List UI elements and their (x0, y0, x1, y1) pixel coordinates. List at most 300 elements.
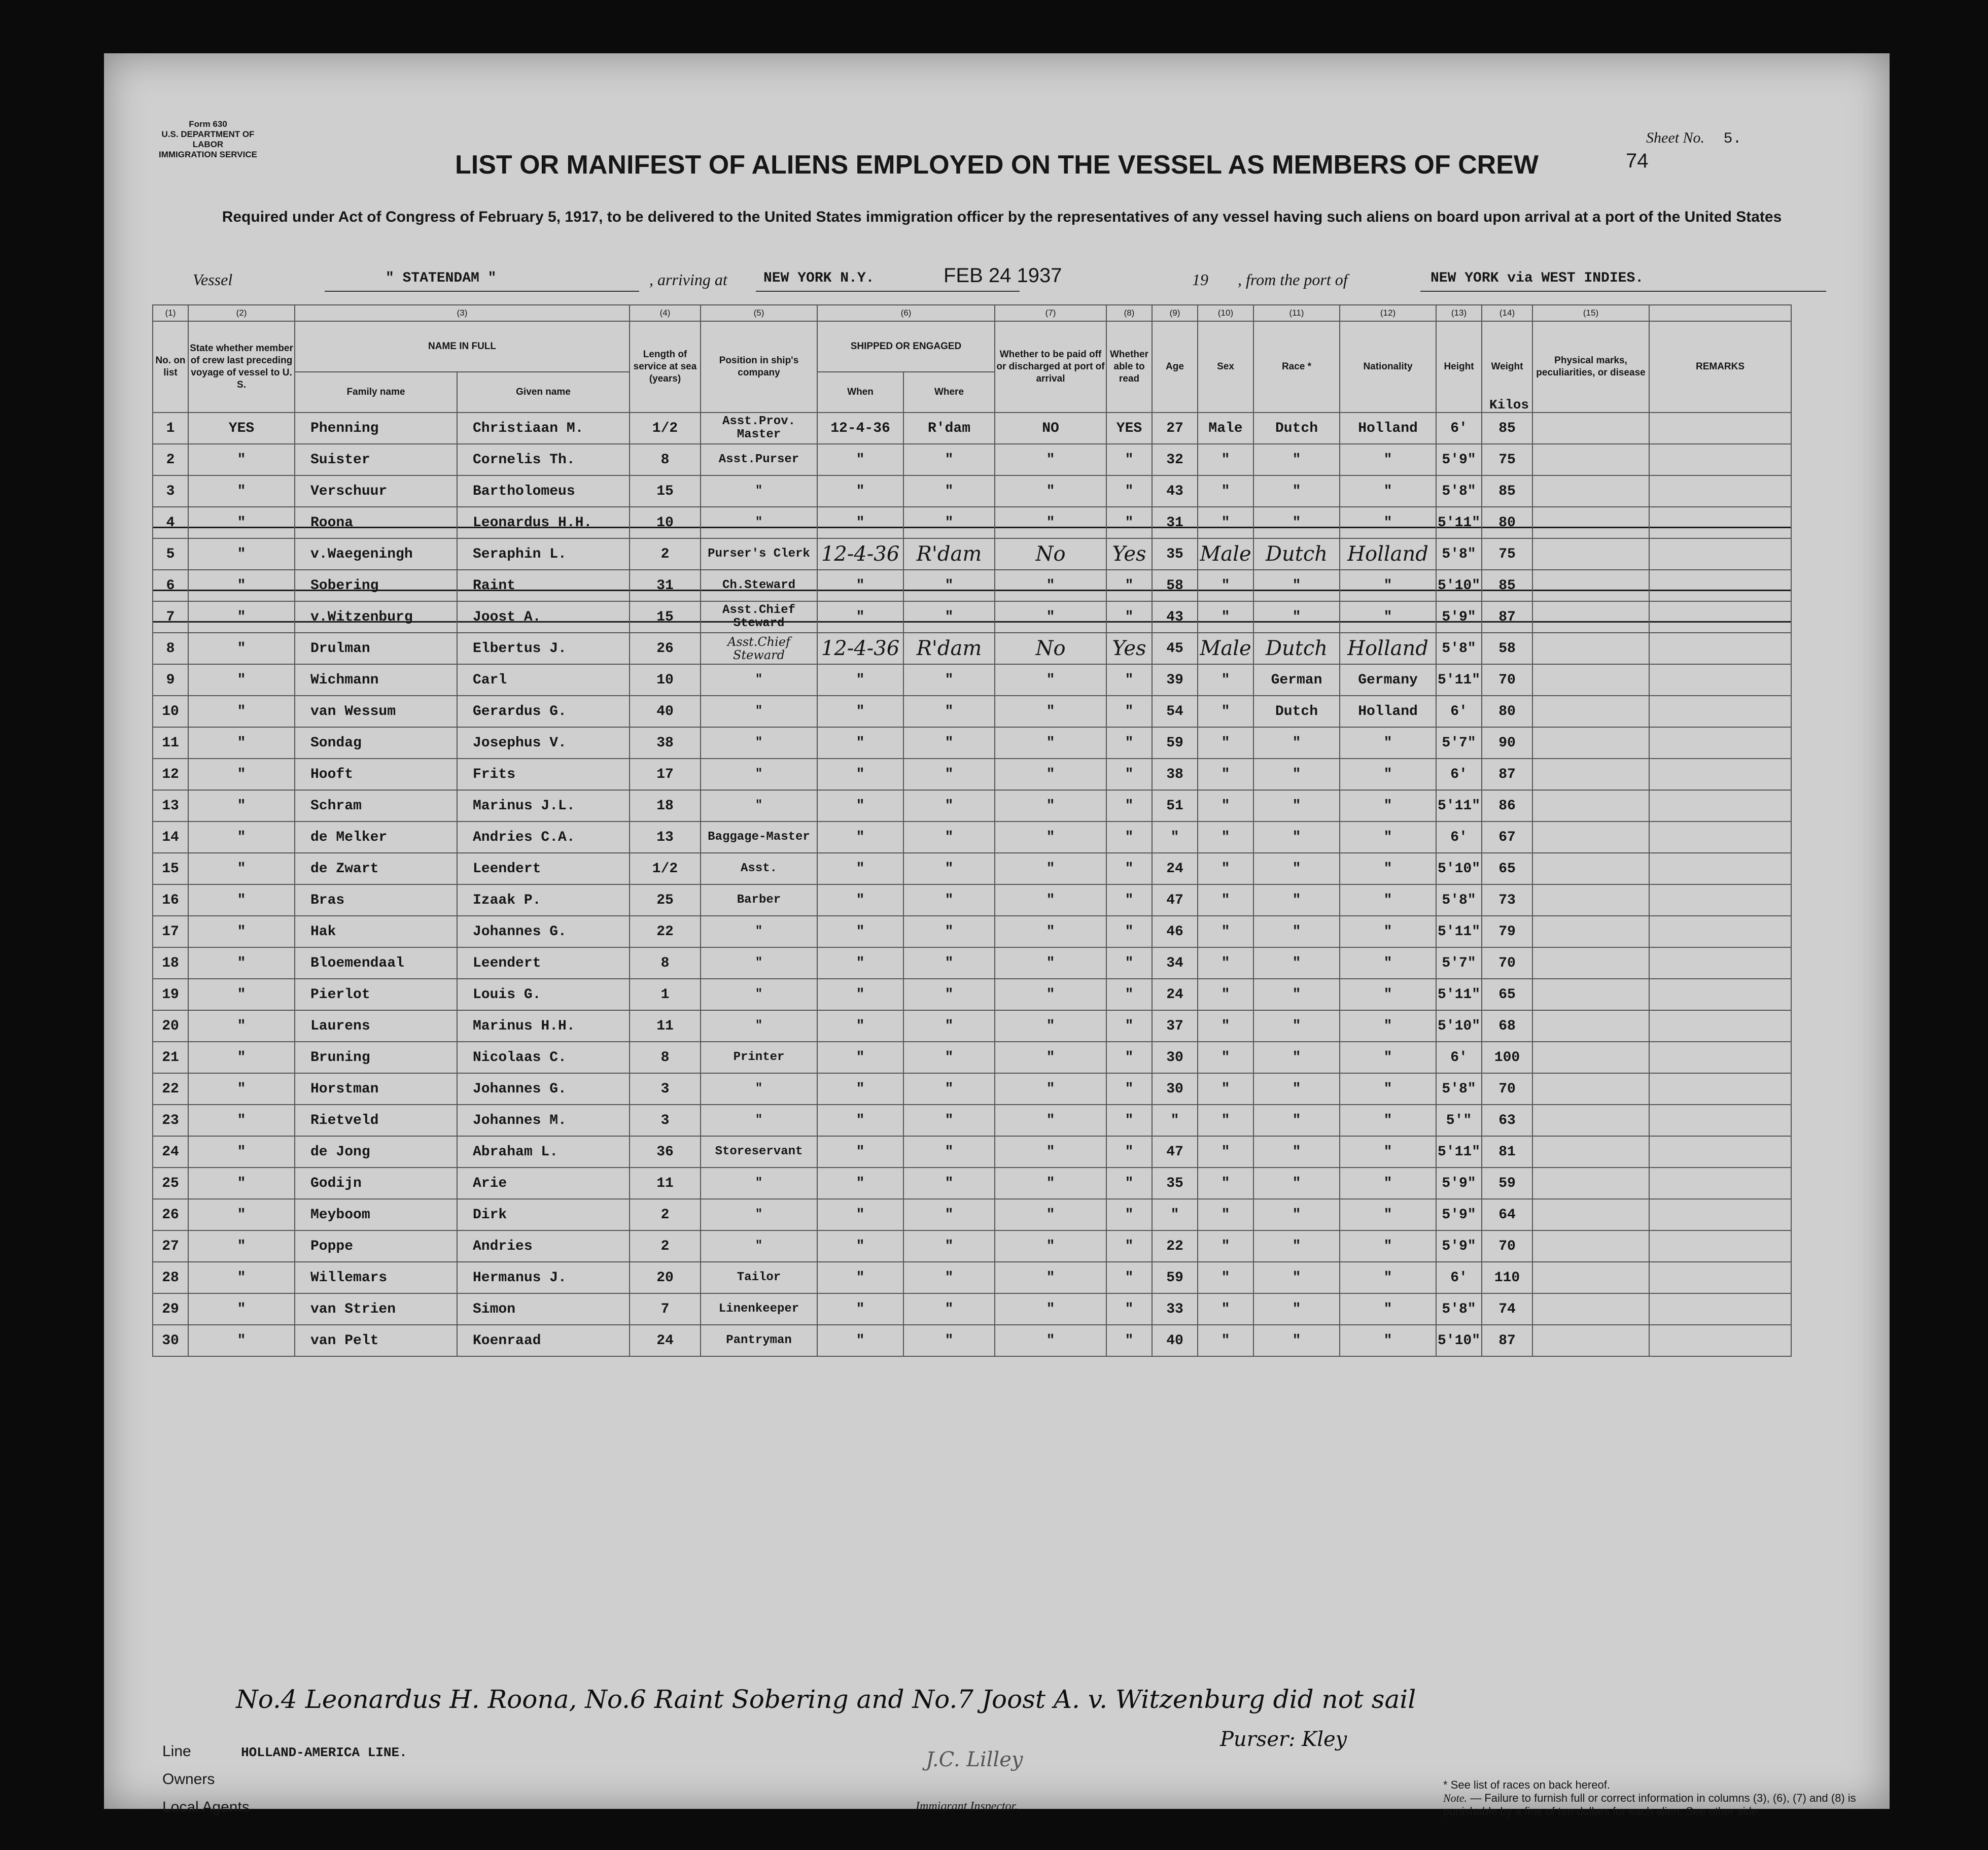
cell-prev: " (188, 1136, 295, 1168)
table-row (153, 413, 1791, 444)
cell-no: 16 (153, 884, 188, 916)
cell-sex: " (1198, 979, 1253, 1010)
cell-sex: Male (1198, 538, 1253, 570)
cell-family: de Melker (295, 821, 457, 853)
cell-no: 13 (153, 790, 188, 821)
cell-when: " (817, 696, 903, 727)
colnum: (10) (1198, 305, 1253, 321)
footer-line (162, 1743, 407, 1760)
cell-position: " (701, 1010, 817, 1042)
cell-sex: " (1198, 947, 1253, 979)
cell-nat: " (1340, 1325, 1436, 1356)
cell-position: Asst.Chief Steward (701, 633, 817, 664)
footer-agents: Local Agents (162, 1799, 250, 1815)
cell-prev: " (188, 759, 295, 790)
cell-sex: " (1198, 444, 1253, 475)
cell-when: " (817, 570, 903, 601)
cell-family: van Pelt (295, 1325, 457, 1356)
cell-age: 31 (1152, 507, 1198, 538)
cell-family: Wichmann (295, 664, 457, 696)
table-row (153, 759, 1791, 790)
cell-no: 7 (153, 601, 188, 633)
cell-age: 45 (1152, 633, 1198, 664)
cell-when: 12-4-36 (817, 633, 903, 664)
cell-family: Drulman (295, 633, 457, 664)
note-text: — Failure to furnish full or correct information in columns (3), (6), (7) and (8) is punishable by a fine of ten dollars for each alien. See other side. (1443, 1792, 1856, 1818)
table-row (153, 979, 1791, 1010)
cell-read: " (1106, 601, 1152, 633)
table-row (153, 570, 1791, 601)
cell-age: 47 (1152, 1136, 1198, 1168)
cell-physical (1532, 413, 1649, 444)
table-row (153, 1042, 1791, 1073)
cell-no: 1 (153, 413, 188, 444)
cell-where: " (903, 1230, 995, 1262)
cell-where: " (903, 916, 995, 947)
cell-family: v.Witzenburg (295, 601, 457, 633)
cell-where: " (903, 884, 995, 916)
cell-height: 5'10" (1436, 1010, 1482, 1042)
table-row (153, 1325, 1791, 1356)
cell-family: Bras (295, 884, 457, 916)
header-no: No. on list (153, 321, 188, 413)
cell-remarks (1649, 1230, 1791, 1262)
cell-race: " (1253, 1136, 1340, 1168)
cell-paid: " (995, 884, 1106, 916)
cell-no: 26 (153, 1199, 188, 1230)
cell-position: " (701, 1230, 817, 1262)
cell-position: " (701, 696, 817, 727)
cell-age: 46 (1152, 916, 1198, 947)
cell-race: " (1253, 1199, 1340, 1230)
table-row (153, 538, 1791, 570)
colnum: (14) (1482, 305, 1532, 321)
cell-where: " (903, 821, 995, 853)
cell-nat: Holland (1340, 538, 1436, 570)
cell-physical (1532, 601, 1649, 633)
cell-read: " (1106, 947, 1152, 979)
cell-where: " (903, 1105, 995, 1136)
header-remarks: REMARKS (1649, 321, 1791, 413)
cell-weight: 59 (1482, 1168, 1532, 1199)
cell-when: " (817, 727, 903, 759)
cell-weight: 70 (1482, 1073, 1532, 1105)
header-sex: Sex (1198, 321, 1253, 413)
cell-prev: " (188, 696, 295, 727)
cell-race: " (1253, 1073, 1340, 1105)
cell-position: Printer (701, 1042, 817, 1073)
cell-race: Dutch (1253, 413, 1340, 444)
cell-service: 15 (630, 601, 701, 633)
cell-given: Christiaan M. (457, 413, 630, 444)
cell-prev: " (188, 444, 295, 475)
cell-physical (1532, 1262, 1649, 1293)
cell-nat: " (1340, 727, 1436, 759)
cell-race: " (1253, 1168, 1340, 1199)
cell-age: " (1152, 1105, 1198, 1136)
cell-service: 18 (630, 790, 701, 821)
table-row (153, 884, 1791, 916)
cell-read: " (1106, 1293, 1152, 1325)
cell-read: " (1106, 821, 1152, 853)
date-stamp: FEB 24 1937 (944, 264, 1062, 287)
cell-physical (1532, 1325, 1649, 1356)
cell-where: " (903, 759, 995, 790)
cell-no: 10 (153, 696, 188, 727)
cell-read: " (1106, 444, 1152, 475)
cell-weight: 90 (1482, 727, 1532, 759)
cell-weight: 75 (1482, 538, 1532, 570)
cell-where: " (903, 1262, 995, 1293)
cell-race: " (1253, 475, 1340, 507)
cell-no: 2 (153, 444, 188, 475)
cell-race: " (1253, 570, 1340, 601)
header-weight (1482, 321, 1532, 413)
header-paid-off: Whether to be paid off or discharged at port of arrival (995, 321, 1106, 413)
cell-when: " (817, 1199, 903, 1230)
races-note (1443, 1778, 1890, 1818)
table-row (153, 601, 1791, 633)
cell-given: Hermanus J. (457, 1262, 630, 1293)
cell-given: Izaak P. (457, 884, 630, 916)
header-race: Race * (1253, 321, 1340, 413)
cell-when: " (817, 853, 903, 884)
cell-family: van Wessum (295, 696, 457, 727)
cell-position: " (701, 664, 817, 696)
cell-race: Dutch (1253, 633, 1340, 664)
cell-prev: " (188, 727, 295, 759)
service-name: IMMIGRATION SERVICE (159, 150, 257, 159)
cell-given: Bartholomeus (457, 475, 630, 507)
colnum: (7) (995, 305, 1106, 321)
cell-remarks (1649, 413, 1791, 444)
form-number: Form 630 (189, 119, 227, 129)
cell-weight: 85 (1482, 413, 1532, 444)
cell-sex: " (1198, 1293, 1253, 1325)
cell-remarks (1649, 1262, 1791, 1293)
cell-age: 59 (1152, 1262, 1198, 1293)
cell-height: 6' (1436, 696, 1482, 727)
header-position: Position in ship's company (701, 321, 817, 413)
cell-physical (1532, 444, 1649, 475)
cell-nat: " (1340, 475, 1436, 507)
cell-remarks (1649, 1325, 1791, 1356)
cell-physical (1532, 1136, 1649, 1168)
cell-weight: 73 (1482, 884, 1532, 916)
cell-age: 30 (1152, 1073, 1198, 1105)
cell-when: " (817, 1010, 903, 1042)
cell-service: 10 (630, 664, 701, 696)
cell-age: 37 (1152, 1010, 1198, 1042)
cell-no: 25 (153, 1168, 188, 1199)
header-row (153, 321, 1791, 372)
line-label: Line (162, 1743, 191, 1760)
cell-service: 36 (630, 1136, 701, 1168)
cell-remarks (1649, 1105, 1791, 1136)
cell-physical (1532, 1073, 1649, 1105)
cell-given: Leendert (457, 853, 630, 884)
cell-paid: " (995, 570, 1106, 601)
cell-paid: " (995, 979, 1106, 1010)
cell-remarks (1649, 664, 1791, 696)
cell-weight: 85 (1482, 570, 1532, 601)
cell-sex: " (1198, 570, 1253, 601)
cell-sex: " (1198, 1199, 1253, 1230)
cell-position: " (701, 1105, 817, 1136)
cell-height: 6' (1436, 413, 1482, 444)
sheet-number (1646, 129, 1742, 148)
cell-prev: YES (188, 413, 295, 444)
header-prev-voyage: State whether member of crew last preceding voyage of vessel to U. S. (188, 321, 295, 413)
cell-age: 22 (1152, 1230, 1198, 1262)
table-row (153, 853, 1791, 884)
cell-family: Horstman (295, 1073, 457, 1105)
cell-when: " (817, 601, 903, 633)
vessel-line (152, 266, 1877, 297)
cell-prev: " (188, 979, 295, 1010)
cell-paid: " (995, 727, 1106, 759)
cell-paid: " (995, 947, 1106, 979)
cell-race: " (1253, 1262, 1340, 1293)
cell-age: 35 (1152, 1168, 1198, 1199)
cell-service: 1/2 (630, 413, 701, 444)
cell-position: Asst.Prov. Master (701, 413, 817, 444)
cell-family: Sondag (295, 727, 457, 759)
cell-no: 15 (153, 853, 188, 884)
cell-age: 40 (1152, 1325, 1198, 1356)
cell-height: 6' (1436, 759, 1482, 790)
cell-when: " (817, 475, 903, 507)
cell-when: 12-4-36 (817, 413, 903, 444)
cell-physical (1532, 1293, 1649, 1325)
cell-weight: 100 (1482, 1042, 1532, 1073)
cell-height: 5'9" (1436, 601, 1482, 633)
table-row (153, 1199, 1791, 1230)
cell-nat: " (1340, 1010, 1436, 1042)
cell-age: 34 (1152, 947, 1198, 979)
cell-no: 27 (153, 1230, 188, 1262)
cell-height: 6' (1436, 821, 1482, 853)
cell-service: 11 (630, 1010, 701, 1042)
cell-family: Schram (295, 790, 457, 821)
cell-paid: " (995, 601, 1106, 633)
cell-family: Phenning (295, 413, 457, 444)
cell-nat: " (1340, 1199, 1436, 1230)
cell-service: 10 (630, 507, 701, 538)
cell-physical (1532, 884, 1649, 916)
cell-when: 12-4-36 (817, 538, 903, 570)
header-age: Age (1152, 321, 1198, 413)
cell-height: 5'11" (1436, 916, 1482, 947)
cell-when: " (817, 947, 903, 979)
cell-given: Johannes G. (457, 916, 630, 947)
cell-service: 31 (630, 570, 701, 601)
cell-weight: 87 (1482, 1325, 1532, 1356)
colnum: (15) (1532, 305, 1649, 321)
cell-remarks (1649, 1073, 1791, 1105)
cell-service: 26 (630, 633, 701, 664)
header-height: Height (1436, 321, 1482, 413)
cell-where: " (903, 1010, 995, 1042)
cell-age: " (1152, 821, 1198, 853)
header-weight-label: Weight (1491, 361, 1523, 372)
cell-remarks (1649, 1136, 1791, 1168)
cell-read: " (1106, 1230, 1152, 1262)
cell-family: Hak (295, 916, 457, 947)
cell-paid: " (995, 507, 1106, 538)
cell-remarks (1649, 1293, 1791, 1325)
cell-service: 15 (630, 475, 701, 507)
cell-service: 2 (630, 1230, 701, 1262)
table-row (153, 821, 1791, 853)
arriving-label: , arriving at (649, 270, 727, 289)
cell-sex: Male (1198, 633, 1253, 664)
cell-prev: " (188, 947, 295, 979)
note-label: Note. (1443, 1792, 1468, 1804)
header-where: Where (903, 372, 995, 413)
cell-age: 24 (1152, 853, 1198, 884)
cell-no: 9 (153, 664, 188, 696)
cell-no: 5 (153, 538, 188, 570)
cell-service: 40 (630, 696, 701, 727)
cell-given: Andries (457, 1230, 630, 1262)
cell-where: " (903, 1042, 995, 1073)
cell-when: " (817, 884, 903, 916)
cell-no: 12 (153, 759, 188, 790)
cell-read: " (1106, 727, 1152, 759)
cell-physical (1532, 1105, 1649, 1136)
cell-age: " (1152, 1199, 1198, 1230)
header-name: NAME IN FULL (295, 321, 630, 372)
cell-service: 38 (630, 727, 701, 759)
cell-given: Leonardus H.H. (457, 507, 630, 538)
cell-read: " (1106, 790, 1152, 821)
cell-physical (1532, 696, 1649, 727)
cell-remarks (1649, 601, 1791, 633)
cell-race: Dutch (1253, 696, 1340, 727)
cell-family: Suister (295, 444, 457, 475)
cell-no: 11 (153, 727, 188, 759)
colnum: (3) (295, 305, 630, 321)
cell-when: " (817, 790, 903, 821)
cell-when: " (817, 1105, 903, 1136)
cell-service: 8 (630, 1042, 701, 1073)
cell-nat: Holland (1340, 696, 1436, 727)
handwritten-note: No.4 Leonardus H. Roona, No.6 Raint Sobering and No.7 Joost A. v. Witzenburg did not sail (236, 1685, 1416, 1714)
cell-family: Meyboom (295, 1199, 457, 1230)
cell-where: " (903, 1199, 995, 1230)
cell-no: 18 (153, 947, 188, 979)
cell-no: 19 (153, 979, 188, 1010)
cell-nat: " (1340, 601, 1436, 633)
cell-race: " (1253, 821, 1340, 853)
cell-physical (1532, 1199, 1649, 1230)
cell-no: 6 (153, 570, 188, 601)
cell-given: Cornelis Th. (457, 444, 630, 475)
cell-sex: Male (1198, 413, 1253, 444)
colnum: (5) (701, 305, 817, 321)
cell-paid: " (995, 696, 1106, 727)
cell-prev: " (188, 853, 295, 884)
cell-remarks (1649, 821, 1791, 853)
cell-given: Elbertus J. (457, 633, 630, 664)
cell-no: 3 (153, 475, 188, 507)
cell-no: 21 (153, 1042, 188, 1073)
races-note-text: * See list of races on back hereof. (1443, 1778, 1610, 1791)
cell-service: 3 (630, 1105, 701, 1136)
cell-position: Linenkeeper (701, 1293, 817, 1325)
cell-height: 5'11" (1436, 1136, 1482, 1168)
cell-family: van Strien (295, 1293, 457, 1325)
cell-physical (1532, 853, 1649, 884)
cell-nat: " (1340, 916, 1436, 947)
cell-given: Leendert (457, 947, 630, 979)
cell-height: 5'8" (1436, 633, 1482, 664)
cell-prev: " (188, 507, 295, 538)
cell-read: " (1106, 1073, 1152, 1105)
cell-position: Asst.Purser (701, 444, 817, 475)
header-given-name: Given name (457, 372, 630, 413)
year-prefix: 19 (1192, 270, 1208, 289)
cell-height: 5'10" (1436, 570, 1482, 601)
cell-nat: Holland (1340, 413, 1436, 444)
header-physical: Physical marks, peculiarities, or disease (1532, 321, 1649, 413)
cell-where: R'dam (903, 538, 995, 570)
cell-family: Hooft (295, 759, 457, 790)
cell-weight: 70 (1482, 664, 1532, 696)
cell-physical (1532, 538, 1649, 570)
table-row (153, 475, 1791, 507)
footer-owners: Owners (162, 1771, 215, 1788)
vessel-label: Vessel (193, 270, 233, 289)
cell-position: " (701, 727, 817, 759)
table-row (153, 947, 1791, 979)
colnum: (11) (1253, 305, 1340, 321)
cell-physical (1532, 633, 1649, 664)
cell-prev: " (188, 601, 295, 633)
cell-position: " (701, 1073, 817, 1105)
cell-weight: 86 (1482, 790, 1532, 821)
cell-service: 3 (630, 1073, 701, 1105)
cell-position: Tailor (701, 1262, 817, 1293)
cell-when: " (817, 1168, 903, 1199)
cell-weight: 80 (1482, 507, 1532, 538)
cell-when: " (817, 1042, 903, 1073)
cell-read: " (1106, 696, 1152, 727)
cell-race: " (1253, 727, 1340, 759)
cell-weight: 58 (1482, 633, 1532, 664)
cell-sex: " (1198, 916, 1253, 947)
header-family-name: Family name (295, 372, 457, 413)
cell-paid: " (995, 475, 1106, 507)
cell-when: " (817, 759, 903, 790)
cell-position: Pantryman (701, 1325, 817, 1356)
cell-sex: " (1198, 759, 1253, 790)
cell-nat: Germany (1340, 664, 1436, 696)
cell-age: 33 (1152, 1293, 1198, 1325)
cell-when: " (817, 916, 903, 947)
cell-nat: " (1340, 884, 1436, 916)
cell-race: " (1253, 853, 1340, 884)
cell-when: " (817, 1325, 903, 1356)
cell-given: Simon (457, 1293, 630, 1325)
cell-read: " (1106, 1136, 1152, 1168)
cell-read: " (1106, 664, 1152, 696)
cell-family: Laurens (295, 1010, 457, 1042)
cell-given: Raint (457, 570, 630, 601)
inspector-signature: J.C. Lilley (926, 1748, 1023, 1771)
cell-sex: " (1198, 664, 1253, 696)
